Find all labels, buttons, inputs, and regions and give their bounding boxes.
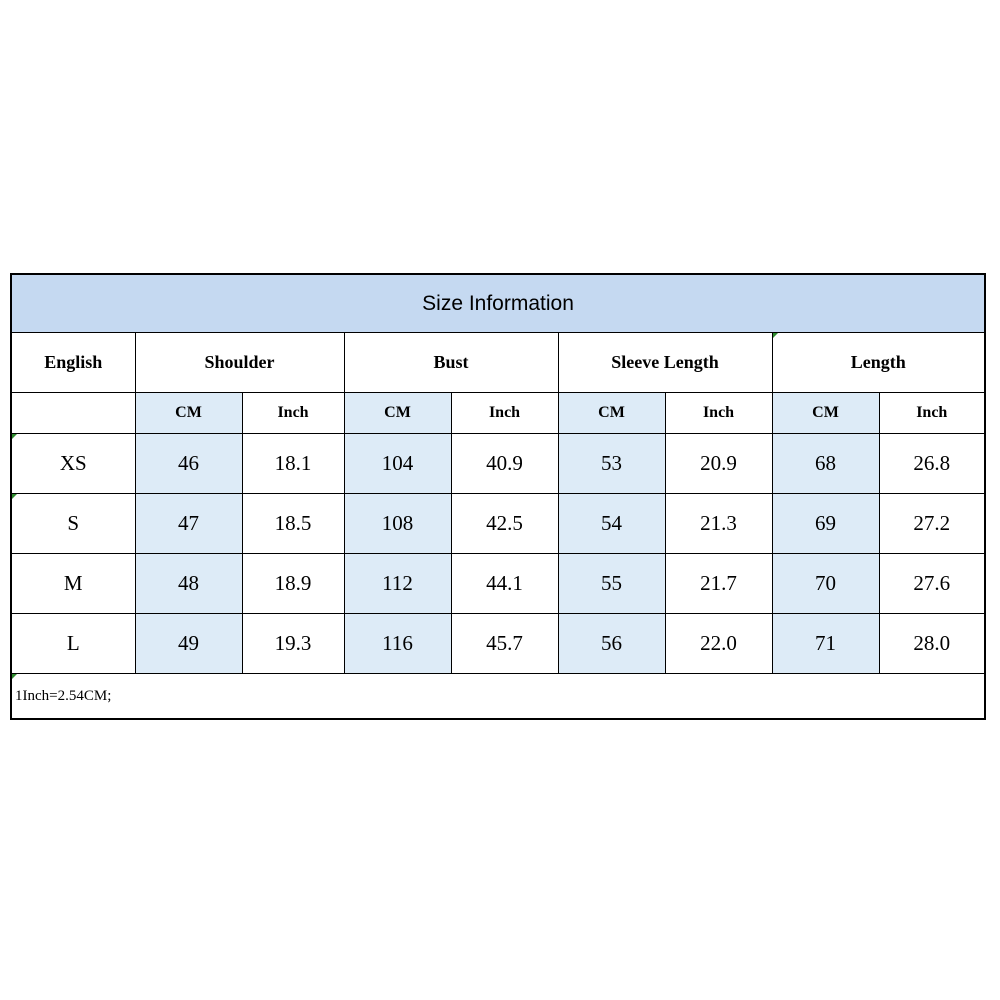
value-cell: 26.8 bbox=[879, 434, 985, 494]
value-cell: 40.9 bbox=[451, 434, 558, 494]
size-table bbox=[10, 273, 986, 720]
value-cell: 55 bbox=[558, 554, 665, 614]
value-cell: 20.9 bbox=[665, 434, 772, 494]
size-label-text: S bbox=[67, 511, 80, 535]
conversion-note bbox=[11, 674, 985, 720]
value-cell: 42.5 bbox=[451, 494, 558, 554]
cell-marker-icon bbox=[12, 494, 17, 499]
value-cell: 27.2 bbox=[879, 494, 985, 554]
value-cell: 21.3 bbox=[665, 494, 772, 554]
group-header-row bbox=[11, 333, 985, 393]
value-cell: 71 bbox=[772, 614, 879, 674]
unit-cm: CM bbox=[135, 393, 242, 434]
size-chart bbox=[10, 273, 984, 721]
value-cell: 22.0 bbox=[665, 614, 772, 674]
value-cell: 45.7 bbox=[451, 614, 558, 674]
table-row bbox=[11, 494, 985, 554]
table-title: Size Information bbox=[11, 274, 985, 333]
value-cell: 49 bbox=[135, 614, 242, 674]
value-cell: 46 bbox=[135, 434, 242, 494]
size-label bbox=[11, 494, 135, 554]
header-length bbox=[772, 333, 985, 393]
header-english: English bbox=[11, 333, 135, 393]
value-cell: 19.3 bbox=[242, 614, 344, 674]
value-cell: 70 bbox=[772, 554, 879, 614]
value-cell: 18.9 bbox=[242, 554, 344, 614]
header-bust: Bust bbox=[344, 333, 558, 393]
size-label: L bbox=[11, 614, 135, 674]
value-cell: 53 bbox=[558, 434, 665, 494]
value-cell: 44.1 bbox=[451, 554, 558, 614]
unit-inch: Inch bbox=[451, 393, 558, 434]
title-row bbox=[11, 274, 985, 333]
value-cell: 116 bbox=[344, 614, 451, 674]
unit-inch: Inch bbox=[879, 393, 985, 434]
value-cell: 112 bbox=[344, 554, 451, 614]
unit-empty-cell bbox=[11, 393, 135, 434]
table-row bbox=[11, 434, 985, 494]
value-cell: 27.6 bbox=[879, 554, 985, 614]
value-cell: 18.1 bbox=[242, 434, 344, 494]
value-cell: 54 bbox=[558, 494, 665, 554]
value-cell: 48 bbox=[135, 554, 242, 614]
unit-inch: Inch bbox=[242, 393, 344, 434]
size-label: M bbox=[11, 554, 135, 614]
cell-marker-icon bbox=[12, 674, 17, 679]
header-sleeve-length: Sleeve Length bbox=[558, 333, 772, 393]
value-cell: 28.0 bbox=[879, 614, 985, 674]
value-cell: 69 bbox=[772, 494, 879, 554]
size-label-text: XS bbox=[59, 451, 87, 475]
value-cell: 108 bbox=[344, 494, 451, 554]
value-cell: 56 bbox=[558, 614, 665, 674]
value-cell: 21.7 bbox=[665, 554, 772, 614]
cell-marker-icon bbox=[12, 434, 17, 439]
unit-cm: CM bbox=[772, 393, 879, 434]
unit-inch: Inch bbox=[665, 393, 772, 434]
size-label bbox=[11, 434, 135, 494]
unit-cm: CM bbox=[558, 393, 665, 434]
table-row bbox=[11, 554, 985, 614]
note-row bbox=[11, 674, 985, 720]
conversion-note-text: 1Inch=2.54CM; bbox=[15, 687, 112, 704]
unit-cm: CM bbox=[344, 393, 451, 434]
value-cell: 47 bbox=[135, 494, 242, 554]
value-cell: 104 bbox=[344, 434, 451, 494]
value-cell: 18.5 bbox=[242, 494, 344, 554]
table-row bbox=[11, 614, 985, 674]
header-length-label: Length bbox=[850, 352, 906, 372]
value-cell: 68 bbox=[772, 434, 879, 494]
unit-header-row bbox=[11, 393, 985, 434]
cell-marker-icon bbox=[773, 333, 778, 338]
header-shoulder: Shoulder bbox=[135, 333, 344, 393]
